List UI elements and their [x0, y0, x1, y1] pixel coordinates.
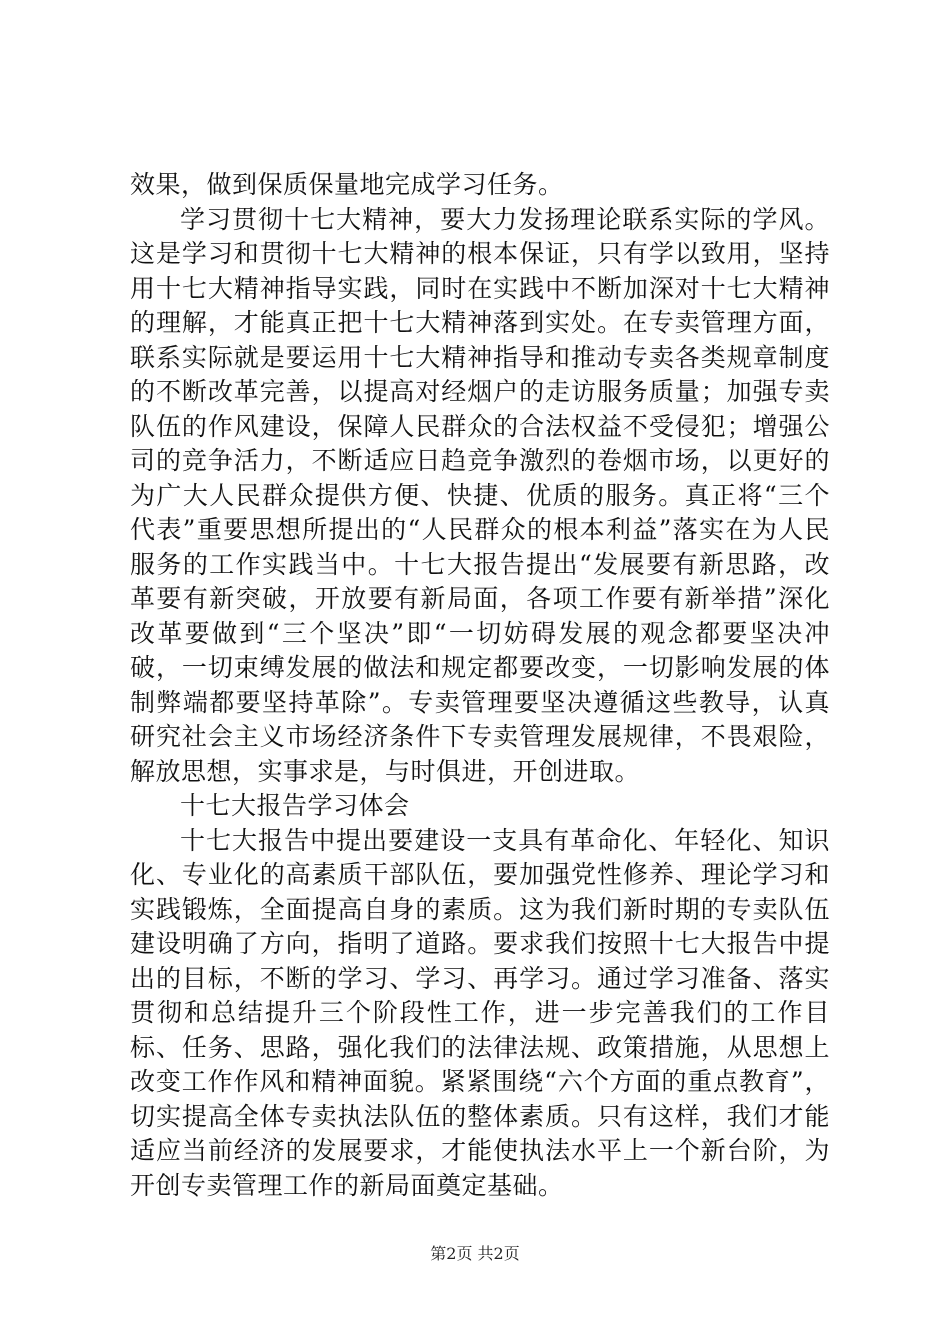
page-footer: 第2页 共2页 — [430, 1244, 520, 1263]
paragraph-theory-practice: 学习贯彻十七大精神，要大力发扬理论联系实际的学风。这是学习和贯彻十七大精神的根本保证，只有学以致用，坚持用十七大精神指导实践，同时在实践中不断加深对十七大精神的理解，才能真正把十七大精神落到实处。在专卖管理方面，联系实际就是要运用十七大精神指导和推动专卖各类规章制度的不断改革完善，以提高对经烟户的走访服务质量；加强专卖队伍的作风建设，保障人民群众的合法权益不受侵犯；增强公司的竞争活力，不断适应日趋竞争激烈的卷烟市场，以更好的为广大人民群众提供方便、快捷、优质的服务。真正将“三个代表”重要思想所提出的“人民群众的根本利益”落实在为人民服务的工作实践当中。十七大报告提出“发展要有新思路，改革要有新突破，开放要有新局面，各项工作要有新举措”深化改革要做到“三个坚决”即“一切妨碍发展的观念都要坚决冲破，一切束缚发展的做法和规定都要改变，一切影响发展的体制弊端都要坚持革除”。专卖管理要坚决遵循这些教导，认真研究社会主义市场经济条件下专卖管理发展规律，不畏艰险，解放思想，实事求是，与时俱进，开创进取。 — [130, 204, 830, 786]
section-heading: 十七大报告学习体会 — [180, 791, 410, 820]
paragraph-continuation: 效果，做到保质保量地完成学习任务。 — [130, 170, 564, 199]
document-body — [130, 168, 830, 1203]
paragraph-team-building: 十七大报告中提出要建设一支具有革命化、年轻化、知识化、专业化的高素质干部队伍，要加强党性修养、理论学习和实践锻炼，全面提高自身的素质。这为我们新时期的专卖队伍建设明确了方向，指明了道路。要求我们按照十七大报告中提出的目标，不断的学习、学习、再学习。通过学习准备、落实贯彻和总结提升三个阶段性工作，进一步完善我们的工作目标、任务、思路，强化我们的法律法规、政策措施，从思想上改变工作作风和精神面貌。紧紧围绕“六个方面的重点教育”，切实提高全体专卖执法队伍的整体素质。只有这样，我们才能适应当前经济的发展要求，才能使执法水平上一个新台阶，为开创专卖管理工作的新局面奠定基础。 — [130, 825, 830, 1200]
